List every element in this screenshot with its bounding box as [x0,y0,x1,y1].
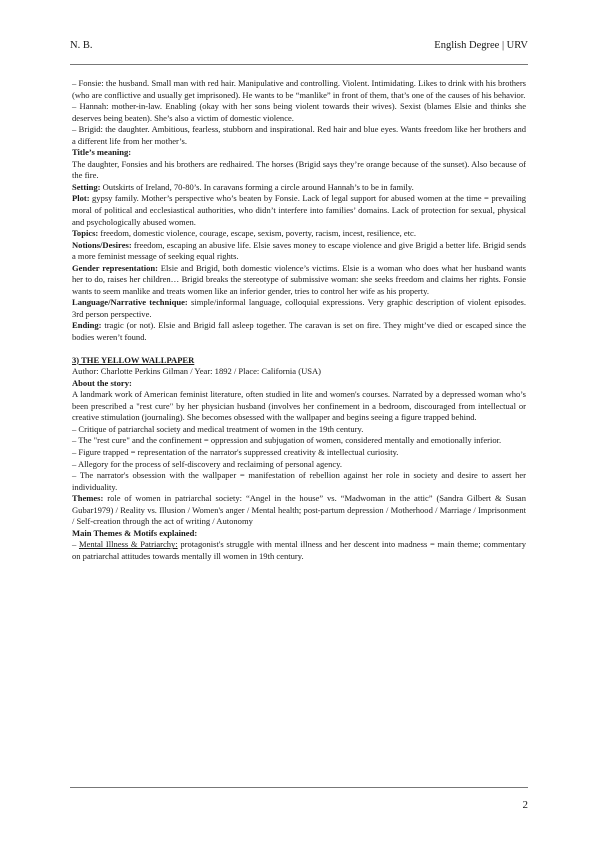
about-point-4: – Allegory for the process of self-discovery and reclaiming of personal agency. [72,458,343,469]
language-label: Language/Narrative technique: [72,297,188,308]
main-themes-heading: Main Themes & Motifs explained: [72,527,198,538]
about-point-5: – The narrator's obsession with the wallpaper = manifestation of rebellion against her role in society and desire to assert her individuality. [72,470,526,492]
ending-text: tragic (or not). Elsie and Brigid fall asleep together. The caravan is set on fire. They might’ve died or escaped since the bodies weren’t found. [72,320,526,343]
header-author-initials: N. B. [70,40,93,51]
notions-text: freedom, escaping an abusive life. Elsie saves money to escape violence and give Brigid a better life. Brigid sends a more feminist message of seeking equal rights. [72,239,526,262]
title-meaning-text: The daughter, Fonsies and his brothers are redhaired. The horses (Brigid says they’re orange because of the sunset). Also because of the fire. [72,158,526,181]
mental-label: Mental Illness & Patriarchy: [78,539,178,550]
setting-text: Outskirts of Ireland, 70-80’s. In caravans forming a circle around Hannah’s to be in family. [100,181,414,192]
topics-paragraph [72,228,526,240]
language-paragraph [72,297,526,320]
page-number: 2 [522,799,528,811]
notions-paragraph [72,240,526,263]
plot-label: Plot: [72,193,90,204]
page-body [72,78,526,562]
character-brigid: – Brigid: the daughter. Ambitious, fearless, stubborn and inspirational. Red hair and blue eyes. Wants freedom like her brothers and a different life from her mother’s. [72,124,526,146]
mental-prefix: – [72,539,79,550]
setting-label: Setting: [72,181,101,192]
language-text: simple/informal language, colloquial expressions. Very graphic description of violent episodes. 3rd person perspective. [72,297,526,319]
about-point-1: – Critique of patriarchal society and medical treatment of women in the 19th century. [72,423,364,434]
footer-divider [70,787,528,788]
title-meaning-heading: Title’s meaning: [72,147,132,158]
gender-label: Gender representation: [72,262,158,273]
header-course: English Degree | URV [434,40,528,51]
section-heading: 3) THE YELLOW WALLPAPER [72,354,195,365]
themes-paragraph [72,493,526,528]
plot-text: gypsy family. Mother’s perspective who’s beaten by Fonsie. Lack of legal support for abused women at the time = prevailing moral of political and ecclesiastical authorities, who didn’t interfere into families’ domains. Lack of protection for sexual, physical and psychologically abused women. [72,193,526,227]
about-text: A landmark work of American feminist literature, often studied in lite and women's courses. Narrated by a depressed woman who’s been prescribed a "rest cure" by her physician husband (involves her confinement in a bedroom, discouraged from intellectual or creative stimulation (journaling). She becomes obsessed with the wallpaper and begins seeing a figure trapped behind. [72,389,526,423]
mental-illness-paragraph [72,539,526,562]
about-heading: About the story: [72,377,132,388]
notions-label: Notions/Desires: [72,239,132,250]
author-line: Author: Charlotte Perkins Gilman / Year: 1892 / Place: California (USA) [72,366,322,377]
ending-paragraph [72,320,526,343]
character-hannah: – Hannah: mother-in-law. Enabling (okay with her sons being violent towards their wives). Sexist (blames Elsie and thinks she deserves being beaten). She’s also a victim of domestic violence. [72,101,526,123]
about-point-2: – The "rest cure" and the confinement = oppression and subjugation of women, considered mentally and emotionally inferior. [72,435,502,446]
header-divider [70,64,528,65]
gender-paragraph [72,263,526,298]
setting-paragraph [72,182,526,194]
page-header [70,40,528,54]
themes-text: role of women in patriarchal society: “Angel in the house” vs. “Madwoman in the attic” (Sandra Gilbert & Susan Gubar1979) / Reality vs. Illusion / Women's anger / Mental health; post-partum depression / Motherhood / Marriage / Imprisonment / Self-creation through the act of writing / Autonomy [72,493,526,527]
about-point-3: – Figure trapped = representation of the narrator's suppressed creativity & intellectual curiosity. [72,446,399,457]
ending-label: Ending: [72,320,102,331]
themes-label: Themes: [72,493,104,504]
character-fonsie: – Fonsie: the husband. Small man with red hair. Manipulative and controlling. Violent. Intimidating. Likes to drink with his brothers (who are conflictive and usually get imprisoned). He wants to be “manlike” in front of them, that’s one of the causes of his behavior. [72,78,526,100]
topics-text: freedom, domestic violence, courage, escape, sexism, poverty, racism, incest, resilience, etc. [98,228,416,239]
section-spacer [72,344,526,355]
topics-label: Topics: [72,228,99,239]
gender-text: Elsie and Brigid, both domestic violence’s victims. Elsie is a woman who does what her husband wants her to do, raises her children… Brigid breaks the stereotype of submissive woman: she seeks freedom and claims her rights. Fonsie wants to seem manlike and treats women like an inferior gender, tries to control her wife as his property. [72,262,526,296]
mental-text: protagonist's struggle with mental illness and her descent into madness = main theme; commentary on patriarchal attitudes towards mentally ill women in 19th century. [72,539,526,561]
plot-paragraph [72,193,526,228]
